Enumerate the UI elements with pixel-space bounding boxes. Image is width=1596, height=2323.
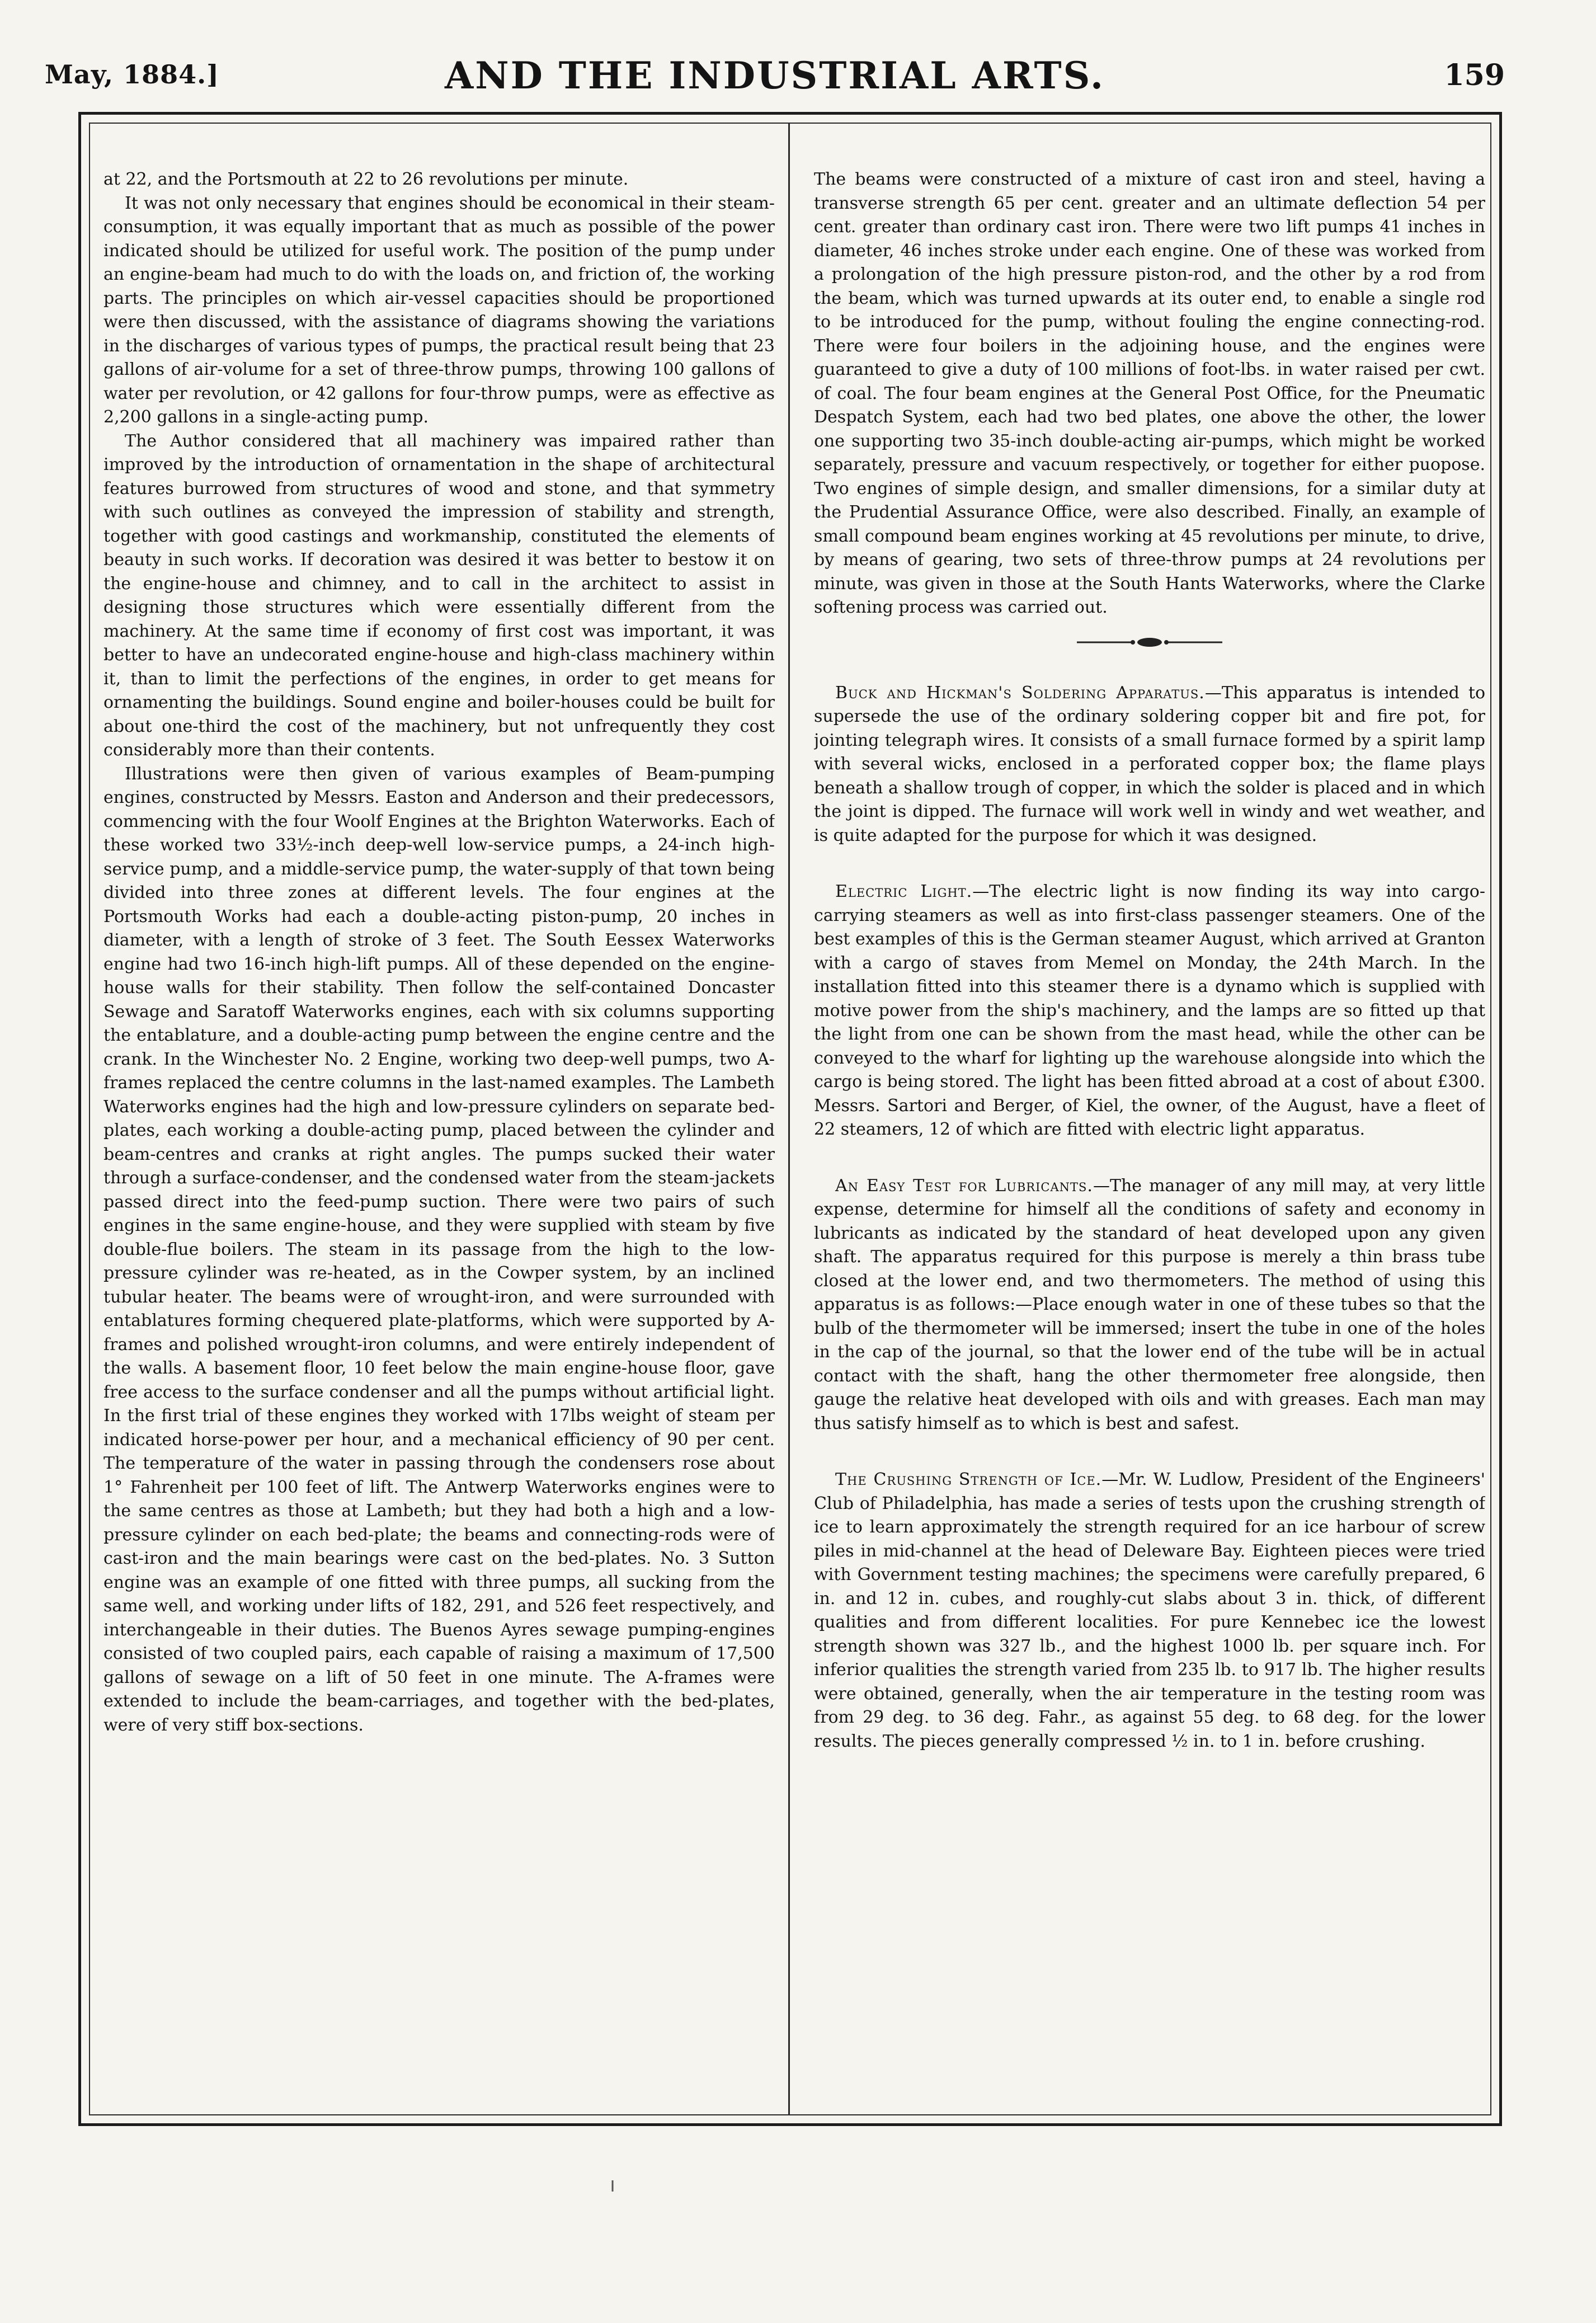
page-number: 159 <box>1444 58 1505 92</box>
page-header <box>45 54 1505 110</box>
column-divider <box>788 123 790 2115</box>
right-column <box>814 168 1485 2087</box>
paragraph: It was not only necessary that engines should be economical in their steam-consumption, it was equally important that as much as possible of the power indicated should be utilized for useful work. The position of the pump under an engine-beam had much to do with the loads on, and friction of, the working parts. The principles on which air-vessel capacities should be proportioned were then discussed, with the assistance of diagrams showing the variations in the discharges of various types of pumps, the practical result being that 23 gallons of air-volume for a set of three-throw pumps, throwing 100 gallons of water per revolution, or 42 gallons for four-throw pumps, were as effective as 2,200 gallons in a single-acting pump. <box>103 193 775 427</box>
article-body: —The electric light is now finding its way into cargo-carrying steamers as well as into first-class passenger steamers. One of the best examples of this is the German steamer August, which arrived at Granton with a cargo of staves from Memel on Monday, the 24th March. In the installation fitted into this steamer there is a dynamo which is supplied with motive power from the ship's machinery, and the lamps are so fitted up that the light from one can be shown from the mast head, while the other can be conveyed to the wharf for lighting up the warehouse alongside into which the cargo is being stored. The light has been fitted abroad at a cost of about £300. Messrs. Sartori and Berger, of Kiel, the owner, of the August, have a fleet of 22 steamers, 12 of which are fitted with electric light apparatus. <box>814 882 1485 1139</box>
article-lubricants <box>814 1174 1485 1436</box>
article-heading: Electric Light. <box>835 882 973 901</box>
article-body: —The manager of any mill may, at very little expense, determine for himself all the conditions of safety and economy in lubricants as indicated by the standard of heat developed upon any given shaft. The apparatus required for this purpose is merely a thin brass tube closed at the lower end, and two thermometers. The method of using this apparatus is as follows:—Place enough water in one of these tubes so that the bulb of the thermometer will be immersed; insert the tube in one of the holes in the cap of the journal, so that the lower end of the tube will be in actual contact with the shaft, hang the other thermometer free alongside, then gauge the relative heat developed with oils and with greases. Each man may thus satisfy himself as to which is best and safest. <box>814 1175 1485 1433</box>
article-heading: Buck and Hickman's Soldering Apparatus. <box>835 683 1205 703</box>
running-title: AND THE INDUSTRIAL ARTS. <box>445 54 1105 97</box>
paragraph: Illustrations were then given of various examples of Beam-pumping engines, constructed by Messrs. Easton and Anderson and their predecessors, commencing with the four Woolf Engines at the Brighton Waterworks. Each of these worked two 33½-inch deep-well low-service pumps, a 24-inch high-service pump, and a middle-service pump, the water-supply of that town being divided into three zones at different levels. The four engines at the Portsmouth Works had each a double-acting piston-pump, 20 inches in diameter, with a length of stroke of 3 feet. The South Eessex Waterworks engine had two 16-inch high-lift pumps. All of these depended on the engine-house walls for their stability. Then follow the self-contained Doncaster Sewage and Saratoff Waterworks engines, each with six columns supporting the entablature, and a double-acting pump between the engine centre and the crank. In the Winchester No. 2 Engine, working two deep-well pumps, two A-frames replaced the centre columns in the last-named examples. The Lambeth Waterworks engines had the high and low-pressure cylinders on separate bed-plates, each working a double-acting pump, placed between the cylinder and beam-centres and cranks at right angles. The pumps sucked their water through a surface-condenser, and the condensed water from the steam-jackets passed direct into the feed-pump suction. There were two pairs of such engines in the same engine-house, and they were supplied with steam by five double-flue boilers. The steam in its passage from the high to the low-pressure cylinder was re-heated, as in the Cowper system, by an inclined tubular heater. The beams were of wrought-iron, and were surrounded with entablatures forming chequered plate-platforms, which were supported by A-frames and polished wrought-iron columns, and were entirely independent of the walls. A basement floor, 10 feet below the main engine-house floor, gave free access to the surface condenser and all the pumps without artificial light. In the first trial of these engines they worked with 17lbs weight of steam per indicated horse-power per hour, and a mechanical efficiency of 90 per cent. The temperature of the water in passing through the condensers rose about 1° Fahrenheit per 100 feet of lift. The Antwerp Waterworks engines were to the same centres as those at Lambeth; but they had both a high and a low-pressure cylinder on each bed-plate; the beams and connecting-rods were of cast-iron and the main bearings were cast on the bed-plates. No. 3 Sutton engine was an example of one fitted with three pumps, all sucking from the same well, and working under lifts of 182, 291, and 526 feet respectively, and interchangeable in their duties. The Buenos Ayres sewage pumping-engines consisted of two coupled pairs, each capable of raising a maximum of 17,500 gallons of sewage on a lift of 50 feet in one minute. The A-frames were extended to include the beam-carriages, and together with the bed-plates, were of very stiff box-sections. <box>103 764 775 1735</box>
article-heading: The Crushing Strength of Ice. <box>835 1470 1102 1489</box>
issue-date: May, 1884.] <box>45 59 219 90</box>
paragraph: at 22, and the Portsmouth at 22 to 26 revolutions per minute. <box>103 170 629 189</box>
article-heading: An Easy Test for Lubricants. <box>835 1175 1093 1196</box>
article-body: —Mr. W. Ludlow, President of the Engineers' Club of Philadelphia, has made a series of tests upon the crushing strength of ice to learn approximately the strength required for an ice harbour of screw piles in mid-channel at the head of Deleware Bay. Eighteen pieces were tried with Government testing machines; the specimens were carefully prepared, 6 in. and 12 in. cubes, and roughly-cut slabs about 3 in. thick, of different qualities and from different localities. For pure Kennebec ice the lowest strength shown was 327 lb., and the highest 1000 lb. per square inch. For inferior qualities the strength varied from 235 lb. to 917 lb. The higher results were obtained, generally, when the air temperature in the testing room was from 29 deg. to 36 deg. Fahr., as against 55 deg. to 68 deg. for the lower results. The pieces generally compressed ½ in. to 1 in. before crushing. <box>814 1470 1485 1751</box>
article-body: —This apparatus is intended to supersede the use of the ordinary soldering copper bit and fire pot, for jointing telegraph wires. It consists of a small furnace formed by a spirit lamp with several wicks, enclosed in a perforated copper box; the flame plays beneath a shallow trough of copper, in which the solder is placed and in which the joint is dipped. The furnace will work well in windy and wet weather, and is quite adapted for the purpose for which it was designed. <box>814 683 1485 845</box>
article-electric-light <box>814 880 1485 1142</box>
paragraph: The beams were constructed of a mixture of cast iron and steel, having a transverse strength 65 per cent. greater and an ultimate deflection 54 per cent. greater than ordinary cast iron. There were two lift pumps 41 inches in diameter, 46 inches stroke under each engine. One of these was worked from a prolongation of the high pressure piston-rod, and the other by a rod from the beam, which was turned upwards at its outer end, to enable a single rod to be introduced for the pump, without fouling the engine connecting-rod. There were four boilers in the adjoining house, and the engines were guaranteed to give a duty of 100 millions of foot-lbs. in water raised per cwt. of coal. The four beam engines at the General Post Office, for the Pneumatic Despatch System, each had two bed plates, one above the other, the lower one supporting two 35-inch double-acting air-pumps, which might be worked separately, pressure and vacuum respectively, or together for either puopose. Two engines of simple design, and smaller dimensions, for a similar duty at the Prudential Assurance Office, were also described. Finally, an example of small compound beam engines working at 45 revolutions per minute, to drive, by means of gearing, two sets of three-throw pumps at 24 revolutions per minute, was given in those at the South Hants Waterworks, where the Clarke softening process was carried out. <box>814 170 1485 617</box>
text-frame <box>78 112 1502 2126</box>
left-column <box>103 168 775 2087</box>
paragraph: The Author considered that all machinery was impaired rather than improved by the introduction of ornamentation in the shape of architectural features burrowed from structures of wood and stone, and that symmetry with such outlines as conveyed the impression of stability and strength, together with good castings and workmanship, constituted the elements of beauty in such works. If decoration was desired it was better to bestow it on the engine-house and chimney, and to call in the architect to assist in designing those structures which were essentially different from the machinery. At the same time if economy of first cost was important, it was better to have an undecorated engine-house and high-class machinery within it, than to limit the perfections of the engines, in order to get means for ornamenting the buildings. Sound engine and boiler-houses could be built for about one-third the cost of the machinery, but not unfrequently they cost considerably more than their contents. <box>103 431 775 760</box>
article-ice-strength <box>814 1468 1485 1753</box>
article-soldering <box>814 681 1485 848</box>
footer-mark <box>610 2179 615 2196</box>
ornament-icon <box>1077 637 1222 648</box>
tick-mark-icon <box>610 2179 615 2193</box>
ornamental-divider <box>814 637 1485 648</box>
